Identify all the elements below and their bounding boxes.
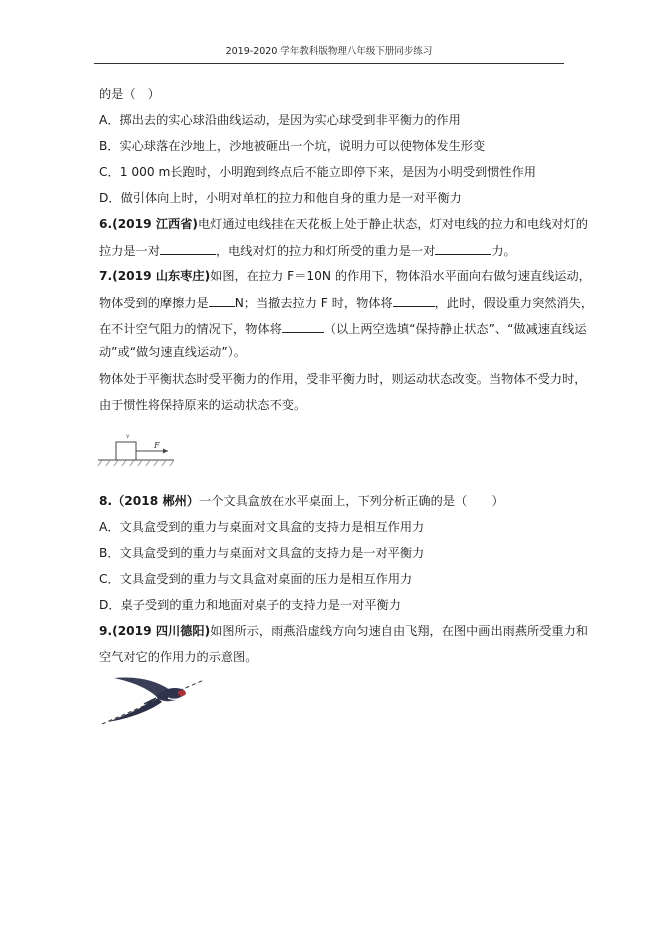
option-c: C．1 000 m长跑时，小明跑到终点后不能立即停下来，是因为小明受到惯性作用: [99, 165, 536, 179]
question-9-line1: [99, 623, 588, 639]
swift-bird-figure: [98, 672, 208, 728]
answer-blank[interactable]: [282, 320, 324, 333]
question-text: ，此时，假设重力突然消失，: [434, 296, 594, 310]
question-text: （以上两空选填“保持静止状态”、“做减速直线运: [323, 322, 587, 336]
force-arrowhead: [163, 449, 168, 454]
question-text: 如图，在拉力 F＝10N 的作用下，物体沿水平面向右做匀速直线运动，: [210, 269, 591, 283]
explanation-line1: 物体处于平衡状态时受平衡力的作用，受非平衡力时，则运动状态改变。当物体不受力时，: [99, 372, 587, 386]
answer-blank[interactable]: [435, 242, 491, 255]
question-number: 9.: [99, 624, 113, 638]
question-7-line3: [99, 320, 587, 337]
question-text: 一个文具盒放在水平桌面上，下列分析正确的是（ ）: [199, 494, 504, 508]
force-label: F: [154, 441, 160, 450]
question-7-line1: [99, 268, 591, 284]
velocity-label: v: [126, 433, 130, 440]
bird-throat: [178, 690, 186, 696]
explanation-line2: 由于惯性将保持原来的运动状态不变。: [99, 398, 307, 412]
question-6-line2: [99, 242, 516, 259]
question-source: （2018 郴州）: [112, 494, 200, 508]
block-icon: [116, 442, 136, 460]
question-7-line2: [99, 294, 593, 311]
question-continuation: 的是（ ）: [99, 87, 160, 101]
question-7-line4: 动”或“做匀速直线运动”）。: [99, 345, 246, 359]
answer-blank[interactable]: [393, 294, 435, 307]
question-text: ，电线对灯的拉力和灯所受的重力是一对: [215, 244, 436, 258]
option-d: D．桌子受到的重力和地面对桌子的支持力是一对平衡力: [99, 598, 401, 612]
question-text: 如图所示，雨燕沿虚线方向匀速自由飞翔，在图中画出雨燕所受重力和: [210, 624, 588, 638]
question-text: 电灯通过电线挂在天花板上处于静止状态，灯对电线的拉力和电线对灯的: [198, 217, 588, 231]
block-on-surface-figure: [96, 428, 176, 470]
option-b: B．实心球落在沙地上，沙地被砸出一个坑，说明力可以使物体发生形变: [99, 139, 486, 153]
option-c: C．文具盒受到的重力与文具盒对桌面的压力是相互作用力: [99, 572, 413, 586]
question-number: 6.: [99, 217, 113, 231]
question-source: (2019 江西省): [112, 217, 198, 231]
question-number: 8.: [99, 494, 113, 508]
option-a: A．文具盒受到的重力与桌面对文具盒的支持力是相互作用力: [99, 520, 425, 534]
page-header: 2019-2020 学年教科版物理八年级下册同步练习: [94, 45, 564, 64]
question-9-line2: 空气对它的作用力的示意图。: [99, 650, 258, 664]
option-d: D．做引体向上时，小明对单杠的拉力和他自身的重力是一对平衡力: [99, 191, 462, 205]
question-source: (2019 山东枣庄): [112, 269, 211, 283]
question-number: 7.: [99, 269, 113, 283]
question-text: 拉力是一对: [99, 244, 160, 258]
answer-blank[interactable]: [160, 242, 216, 255]
question-text: 在不计空气阻力的情况下，物体将: [99, 322, 282, 336]
question-text: N；当撤去拉力 F 时，物体将: [234, 296, 393, 310]
question-6-line1: [99, 216, 588, 232]
question-source: (2019 四川德阳): [112, 624, 211, 638]
bird-eye: [185, 689, 187, 691]
question-text: 力。: [491, 244, 516, 258]
option-a: A．掷出去的实心球沿曲线运动，是因为实心球受到非平衡力的作用: [99, 113, 461, 127]
option-b: B．文具盒受到的重力与桌面对文具盒的支持力是一对平衡力: [99, 546, 425, 560]
question-text: 物体受到的摩擦力是: [99, 296, 209, 310]
ground-hatching: [98, 460, 174, 466]
question-8: [99, 493, 504, 509]
answer-blank[interactable]: [209, 294, 235, 307]
